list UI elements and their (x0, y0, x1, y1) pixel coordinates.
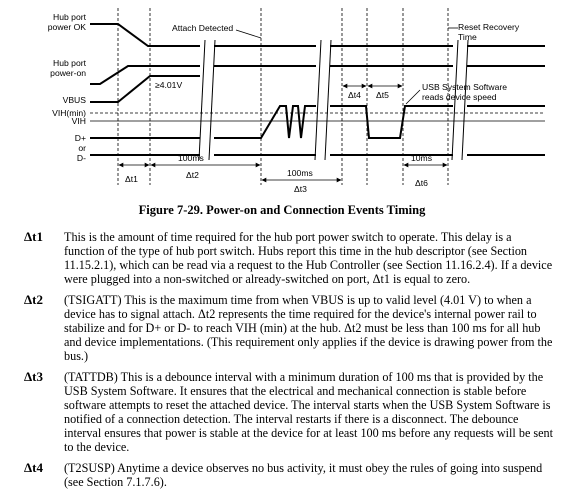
label-10ms: 10ms (411, 153, 433, 163)
label-power-ok-2: power OK (47, 22, 86, 32)
label-reset-recovery-2: Time (458, 32, 477, 42)
label-dt3: Δt3 (294, 184, 307, 194)
label-vbus: VBUS (62, 95, 86, 105)
label-dt1: Δt1 (125, 174, 138, 184)
label-dt6: Δt6 (415, 178, 428, 188)
label-power-ok-1: Hub port (53, 12, 86, 22)
definition-dt3 (24, 370, 554, 454)
label-vih: VIH (71, 116, 86, 126)
label-dt4: Δt4 (348, 90, 361, 100)
label-100ms-b: 100ms (287, 168, 313, 178)
definition-dt1 (24, 230, 554, 286)
label-d-plus: D+ (74, 133, 86, 143)
label-vbus-level: ≥4.01V (155, 80, 183, 90)
definition-text: (T2SUSP) Anytime a device observes no bus activity, it must obey the rules of going into suspend (see Section 7.1.7.6). (64, 461, 543, 489)
label-usb-reads-2: reads device speed (422, 92, 497, 102)
annotations (125, 22, 520, 194)
label-dt5: Δt5 (376, 90, 389, 100)
definition-text: This is the amount of time required for the hub port power switch to operate. This delay is a function of the type of hub port switch. Hubs report this time in the hub descriptor (see Section 11.15.2.1), which can be read via a request to the Hub Controller (see Section 11.16.2.4). If a device were plugged into a non-switched or already-switched on port, Δt1 is equal to zero. (64, 230, 553, 286)
timing-diagram (0, 0, 564, 200)
definition-dt4 (24, 461, 554, 489)
definitions-list (24, 230, 554, 496)
interval-arrows (119, 86, 447, 180)
definition-term: Δt4 (24, 460, 43, 475)
figure-caption: Figure 7-29. Power-on and Connection Events Timing (138, 203, 426, 217)
definition-term: Δt2 (24, 292, 43, 307)
label-attach-detected: Attach Detected (172, 23, 234, 33)
label-power-on-1: Hub port (53, 58, 86, 68)
label-vih-min: VIH(min) (52, 108, 86, 118)
definition-text: (TATTDB) This is a debounce interval with a minimum duration of 100 ms that is provided by the USB System Software. It ensures that the electrical and mechanical connection is stable before software attempts to reset the attached device. The interval starts when the USB System Software is notified of a connection detection. The interval restarts if there is a disconnect. The debounce interval ensures that power is stable at the device for at least 100 ms before any requests will be sent to the device. (64, 370, 554, 454)
label-100ms-a: 100ms (178, 153, 204, 163)
definition-term: Δt3 (24, 369, 43, 384)
label-d-minus: D- (76, 153, 86, 163)
label-usb-reads-1: USB System Software (422, 82, 508, 92)
label-power-on-2: power-on (50, 68, 86, 78)
definition-text: (TSIGATT) This is the maximum time from when VBUS is up to valid level (4.01 V) to when a device has to signal attach. Δt2 represents the time required for the device's internal power rail to stabilize and for D+ or D- to reach VIH (min) at the hub. Δt2 must be less than 100 ms for all hub and device implementations. (This requirement only applies if the device is drawing power from the bus.) (64, 293, 553, 363)
label-dt2: Δt2 (186, 170, 199, 180)
guide-lines (118, 8, 448, 185)
label-reset-recovery-1: Reset Recovery (458, 22, 520, 32)
label-or: or (78, 143, 86, 153)
definition-term: Δt1 (24, 229, 43, 244)
signal-labels (48, 12, 87, 163)
definition-dt2 (24, 293, 554, 363)
